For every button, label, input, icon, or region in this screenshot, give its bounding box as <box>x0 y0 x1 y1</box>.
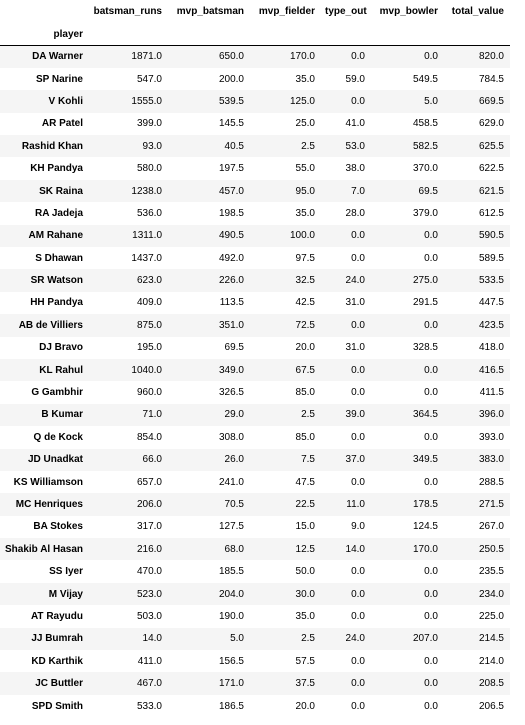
cell-mvp-batsman: 113.5 <box>219 297 244 309</box>
cell-batsman-runs: 206.0 <box>136 499 162 510</box>
row-player-name: Rashid Khan <box>21 140 83 152</box>
table-row <box>0 113 510 135</box>
row-player-name: Q de Kock <box>33 431 83 443</box>
cell-type-out: 0.0 <box>351 566 365 578</box>
cell-mvp-bowler: 178.5 <box>412 499 438 510</box>
table-row <box>0 269 510 291</box>
cell-batsman-runs: 470.0 <box>136 566 162 578</box>
cell-mvp-fielder: 170.0 <box>289 51 315 63</box>
cell-type-out: 0.0 <box>351 678 365 690</box>
cell-mvp-batsman: 171.0 <box>218 678 244 690</box>
cell-mvp-fielder: 55.0 <box>295 163 315 175</box>
table-header <box>0 0 510 46</box>
cell-mvp-bowler: 124.5 <box>412 521 438 533</box>
cell-type-out: 59.0 <box>345 73 365 85</box>
cell-mvp-bowler: 0.0 <box>424 51 438 63</box>
table-row <box>0 538 510 560</box>
cell-batsman-runs: 533.0 <box>136 700 162 712</box>
cell-total-value: 208.5 <box>478 678 504 690</box>
cell-mvp-batsman: 308.0 <box>218 431 244 443</box>
cell-batsman-runs: 399.0 <box>136 118 162 130</box>
index-name-header: player <box>53 28 83 40</box>
cell-mvp-batsman: 197.5 <box>218 163 244 175</box>
cell-type-out: 0.0 <box>351 252 365 264</box>
cell-batsman-runs: 536.0 <box>136 207 162 219</box>
cell-total-value: 393.0 <box>478 431 504 443</box>
cell-mvp-fielder: 15.0 <box>295 521 315 533</box>
cell-type-out: 0.0 <box>351 387 365 399</box>
cell-mvp-fielder: 25.0 <box>295 118 315 130</box>
cell-batsman-runs: 317.0 <box>136 521 162 533</box>
cell-mvp-fielder: 95.0 <box>295 185 315 197</box>
cell-type-out: 53.0 <box>345 140 365 152</box>
cell-mvp-batsman: 492.0 <box>218 252 244 264</box>
table-row <box>0 337 510 359</box>
cell-mvp-batsman: 226.0 <box>218 275 244 287</box>
cell-mvp-bowler: 349.5 <box>412 454 438 466</box>
cell-batsman-runs: 1437.0 <box>131 252 162 264</box>
table-body <box>0 46 510 718</box>
cell-batsman-runs: 216.0 <box>136 543 162 555</box>
cell-batsman-runs: 875.0 <box>136 319 162 331</box>
table-row <box>0 560 510 582</box>
row-player-name: BA Stokes <box>33 521 83 533</box>
cell-mvp-bowler: 370.0 <box>412 163 438 175</box>
row-player-name: JJ Bumrah <box>31 633 83 645</box>
cell-mvp-fielder: 85.0 <box>295 387 315 399</box>
cell-mvp-bowler: 0.0 <box>424 566 438 578</box>
cell-mvp-batsman: 70.5 <box>224 499 244 510</box>
row-player-name: Shakib Al Hasan <box>5 543 83 555</box>
cell-mvp-batsman: 156.5 <box>218 655 244 667</box>
cell-total-value: 234.0 <box>478 588 504 600</box>
cell-type-out: 0.0 <box>351 95 365 107</box>
cell-mvp-fielder: 35.0 <box>295 610 315 622</box>
cell-mvp-batsman: 200.0 <box>218 73 244 85</box>
column-header-row <box>0 0 510 23</box>
cell-mvp-bowler: 5.0 <box>424 95 438 107</box>
cell-mvp-fielder: 7.5 <box>301 454 315 466</box>
cell-total-value: 590.5 <box>478 230 504 242</box>
table-row <box>0 471 510 493</box>
row-player-name: AB de Villiers <box>18 319 83 331</box>
cell-mvp-batsman: 457.0 <box>218 185 244 197</box>
cell-type-out: 24.0 <box>345 275 365 287</box>
cell-total-value: 250.5 <box>478 543 504 555</box>
cell-batsman-runs: 411.0 <box>137 655 162 667</box>
cell-mvp-fielder: 47.5 <box>295 476 315 488</box>
cell-type-out: 9.0 <box>351 521 365 533</box>
table-row <box>0 157 510 179</box>
row-player-name: AR Patel <box>41 118 83 130</box>
cell-batsman-runs: 854.0 <box>136 431 162 443</box>
cell-total-value: 396.0 <box>478 409 504 421</box>
table-row <box>0 247 510 269</box>
cell-mvp-fielder: 35.0 <box>295 207 315 219</box>
row-player-name: V Kohli <box>48 95 83 107</box>
cell-type-out: 0.0 <box>351 364 365 376</box>
cell-total-value: 612.5 <box>478 207 504 219</box>
cell-mvp-bowler: 0.0 <box>424 364 438 376</box>
cell-batsman-runs: 1040.0 <box>131 364 162 376</box>
cell-batsman-runs: 71.0 <box>142 409 162 421</box>
cell-batsman-runs: 580.0 <box>136 163 162 175</box>
cell-mvp-fielder: 72.5 <box>295 319 315 331</box>
cell-mvp-fielder: 2.5 <box>301 633 315 645</box>
table-row <box>0 493 510 515</box>
cell-type-out: 0.0 <box>351 476 365 488</box>
row-player-name: MC Henriques <box>15 499 83 510</box>
cell-total-value: 447.5 <box>478 297 504 309</box>
cell-mvp-bowler: 0.0 <box>424 230 438 242</box>
cell-mvp-bowler: 0.0 <box>424 387 438 399</box>
cell-mvp-batsman: 69.5 <box>224 342 244 354</box>
row-player-name: SK Raina <box>39 185 83 197</box>
cell-total-value: 383.0 <box>478 454 504 466</box>
cell-type-out: 24.0 <box>345 633 365 645</box>
cell-batsman-runs: 195.0 <box>136 342 162 354</box>
row-player-name: B Kumar <box>41 409 83 421</box>
cell-type-out: 0.0 <box>351 51 365 63</box>
cell-batsman-runs: 960.0 <box>136 387 162 399</box>
row-player-name: KL Rahul <box>39 364 83 376</box>
cell-batsman-runs: 14.0 <box>142 633 162 645</box>
cell-mvp-bowler: 0.0 <box>424 252 438 264</box>
row-player-name: S Dhawan <box>35 252 83 264</box>
cell-total-value: 589.5 <box>478 252 504 264</box>
row-player-name: KH Pandya <box>30 163 83 175</box>
cell-type-out: 38.0 <box>345 163 365 175</box>
cell-mvp-batsman: 68.0 <box>224 543 244 555</box>
table-row <box>0 135 510 157</box>
cell-mvp-bowler: 170.0 <box>412 543 438 555</box>
cell-type-out: 0.0 <box>351 700 365 712</box>
table-row <box>0 516 510 538</box>
cell-total-value: 669.5 <box>478 95 504 107</box>
cell-type-out: 31.0 <box>345 297 365 309</box>
cell-mvp-batsman: 241.0 <box>218 476 244 488</box>
cell-mvp-bowler: 0.0 <box>424 655 438 667</box>
cell-total-value: 533.5 <box>478 275 504 287</box>
cell-total-value: 784.5 <box>478 73 504 85</box>
column-header-total-value: total_value <box>451 6 504 17</box>
cell-type-out: 0.0 <box>351 655 365 667</box>
table-row <box>0 650 510 672</box>
cell-batsman-runs: 409.0 <box>136 297 162 309</box>
cell-batsman-runs: 623.0 <box>136 275 162 287</box>
cell-batsman-runs: 1871.0 <box>131 51 162 63</box>
cell-type-out: 0.0 <box>351 610 365 622</box>
column-header-mvp-bowler: mvp_bowler <box>379 6 438 17</box>
cell-type-out: 41.0 <box>345 118 365 130</box>
table-row <box>0 292 510 314</box>
cell-mvp-fielder: 22.5 <box>295 499 315 510</box>
cell-batsman-runs: 1311.0 <box>132 230 162 242</box>
cell-mvp-bowler: 69.5 <box>418 185 438 197</box>
cell-type-out: 37.0 <box>345 454 365 466</box>
cell-mvp-batsman: 349.0 <box>218 364 244 376</box>
table-row <box>0 449 510 471</box>
cell-total-value: 625.5 <box>478 140 504 152</box>
cell-batsman-runs: 657.0 <box>136 476 162 488</box>
table-row <box>0 46 510 68</box>
cell-mvp-batsman: 326.5 <box>218 387 244 399</box>
cell-type-out: 28.0 <box>345 207 365 219</box>
cell-mvp-batsman: 351.0 <box>218 319 244 331</box>
cell-mvp-bowler: 0.0 <box>424 476 438 488</box>
cell-type-out: 7.0 <box>351 185 365 197</box>
row-player-name: RA Jadeja <box>35 207 83 219</box>
cell-mvp-batsman: 145.5 <box>218 118 244 130</box>
cell-mvp-batsman: 29.0 <box>224 409 244 421</box>
cell-mvp-fielder: 37.5 <box>295 678 315 690</box>
table-row <box>0 314 510 336</box>
cell-total-value: 416.5 <box>478 364 504 376</box>
row-player-name: JC Buttler <box>35 678 83 690</box>
cell-mvp-fielder: 67.5 <box>295 364 315 376</box>
cell-mvp-fielder: 2.5 <box>301 140 315 152</box>
cell-mvp-fielder: 125.0 <box>289 95 315 107</box>
cell-batsman-runs: 1555.0 <box>131 95 162 107</box>
cell-mvp-fielder: 35.0 <box>295 73 315 85</box>
cell-mvp-fielder: 20.0 <box>295 342 315 354</box>
row-player-name: DJ Bravo <box>39 342 83 354</box>
cell-batsman-runs: 523.0 <box>136 588 162 600</box>
row-player-name: SS Iyer <box>49 566 83 578</box>
index-name-row <box>0 23 510 46</box>
cell-mvp-batsman: 490.5 <box>218 230 244 242</box>
cell-mvp-fielder: 97.5 <box>295 252 315 264</box>
column-header-batsman-runs: batsman_runs <box>93 6 162 17</box>
cell-batsman-runs: 467.0 <box>136 678 162 690</box>
row-player-name: HH Pandya <box>30 297 83 309</box>
cell-mvp-fielder: 20.0 <box>295 700 315 712</box>
cell-mvp-bowler: 207.0 <box>412 633 438 645</box>
cell-total-value: 206.5 <box>478 700 504 712</box>
cell-type-out: 0.0 <box>351 588 365 600</box>
cell-mvp-batsman: 650.0 <box>218 51 244 63</box>
row-player-name: DA Warner <box>32 51 83 63</box>
table-row <box>0 605 510 627</box>
cell-type-out: 11.0 <box>346 499 365 510</box>
cell-batsman-runs: 503.0 <box>136 610 162 622</box>
cell-total-value: 423.5 <box>478 319 504 331</box>
cell-mvp-fielder: 42.5 <box>295 297 315 309</box>
table-row <box>0 404 510 426</box>
cell-total-value: 214.5 <box>478 633 504 645</box>
cell-batsman-runs: 547.0 <box>136 73 162 85</box>
table-row <box>0 426 510 448</box>
cell-mvp-bowler: 275.0 <box>412 275 438 287</box>
column-header-mvp-batsman: mvp_batsman <box>176 6 244 17</box>
row-player-name: M Vijay <box>48 588 83 600</box>
cell-total-value: 418.0 <box>478 342 504 354</box>
cell-total-value: 214.0 <box>478 655 504 667</box>
table-row <box>0 359 510 381</box>
cell-total-value: 288.5 <box>478 476 504 488</box>
cell-total-value: 629.0 <box>478 118 504 130</box>
row-player-name: JD Unadkat <box>27 454 83 466</box>
cell-total-value: 622.5 <box>478 163 504 175</box>
cell-mvp-batsman: 204.0 <box>218 588 244 600</box>
table-row <box>0 202 510 224</box>
row-player-name: G Gambhir <box>31 387 83 399</box>
cell-mvp-bowler: 0.0 <box>424 319 438 331</box>
cell-mvp-bowler: 582.5 <box>412 140 438 152</box>
cell-total-value: 267.0 <box>478 521 504 533</box>
cell-total-value: 271.5 <box>478 499 504 510</box>
cell-mvp-bowler: 0.0 <box>424 431 438 443</box>
cell-mvp-fielder: 2.5 <box>301 409 315 421</box>
row-player-name: SR Watson <box>30 275 83 287</box>
row-player-name: SP Narine <box>35 73 83 85</box>
column-header-mvp-fielder: mvp_fielder <box>258 6 315 17</box>
cell-mvp-fielder: 85.0 <box>295 431 315 443</box>
row-player-name: AM Rahane <box>28 230 83 242</box>
table-row <box>0 381 510 403</box>
cell-total-value: 225.0 <box>478 610 504 622</box>
cell-mvp-fielder: 57.5 <box>295 655 315 667</box>
cell-mvp-batsman: 127.5 <box>218 521 244 533</box>
cell-mvp-batsman: 26.0 <box>224 454 244 466</box>
cell-mvp-batsman: 539.5 <box>218 95 244 107</box>
cell-type-out: 14.0 <box>345 543 365 555</box>
cell-mvp-bowler: 0.0 <box>424 588 438 600</box>
column-header-type-out: type_out <box>325 6 367 17</box>
cell-mvp-bowler: 291.5 <box>412 297 438 309</box>
cell-mvp-bowler: 364.5 <box>412 409 438 421</box>
row-player-name: KD Karthik <box>31 655 83 667</box>
table-row <box>0 695 510 717</box>
table-row <box>0 90 510 112</box>
row-player-name: AT Rayudu <box>30 610 83 622</box>
cell-type-out: 0.0 <box>351 230 365 242</box>
cell-mvp-bowler: 0.0 <box>424 700 438 712</box>
table-row <box>0 672 510 694</box>
table-row <box>0 583 510 605</box>
cell-mvp-bowler: 379.0 <box>412 207 438 219</box>
cell-mvp-fielder: 100.0 <box>289 230 315 242</box>
cell-total-value: 411.5 <box>479 387 504 399</box>
cell-mvp-batsman: 186.5 <box>218 700 244 712</box>
cell-mvp-batsman: 198.5 <box>218 207 244 219</box>
cell-type-out: 0.0 <box>351 319 365 331</box>
cell-type-out: 39.0 <box>345 409 365 421</box>
cell-mvp-batsman: 190.0 <box>218 610 244 622</box>
cell-total-value: 235.5 <box>478 566 504 578</box>
cell-mvp-fielder: 50.0 <box>295 566 315 578</box>
cell-batsman-runs: 1238.0 <box>131 185 162 197</box>
row-player-name: KS Williamson <box>13 476 83 488</box>
cell-mvp-batsman: 185.5 <box>218 566 244 578</box>
table-row <box>0 225 510 247</box>
row-player-name: SPD Smith <box>31 700 83 712</box>
cell-mvp-fielder: 32.5 <box>295 275 315 287</box>
table-row <box>0 628 510 650</box>
cell-mvp-bowler: 0.0 <box>424 678 438 690</box>
cell-total-value: 621.5 <box>478 185 504 197</box>
cell-batsman-runs: 66.0 <box>142 454 162 466</box>
cell-type-out: 31.0 <box>345 342 365 354</box>
cell-type-out: 0.0 <box>351 431 365 443</box>
cell-mvp-batsman: 5.0 <box>230 633 244 645</box>
cell-mvp-batsman: 40.5 <box>224 140 244 152</box>
corner-cell <box>0 0 89 23</box>
cell-mvp-bowler: 0.0 <box>424 610 438 622</box>
table-row <box>0 68 510 90</box>
cell-mvp-bowler: 549.5 <box>412 73 438 85</box>
cell-mvp-fielder: 30.0 <box>295 588 315 600</box>
cell-total-value: 820.0 <box>478 51 504 63</box>
cell-batsman-runs: 93.0 <box>142 140 162 152</box>
cell-mvp-bowler: 328.5 <box>412 342 438 354</box>
cell-mvp-bowler: 458.5 <box>412 118 438 130</box>
table-row <box>0 180 510 202</box>
cell-mvp-fielder: 12.5 <box>295 543 315 555</box>
